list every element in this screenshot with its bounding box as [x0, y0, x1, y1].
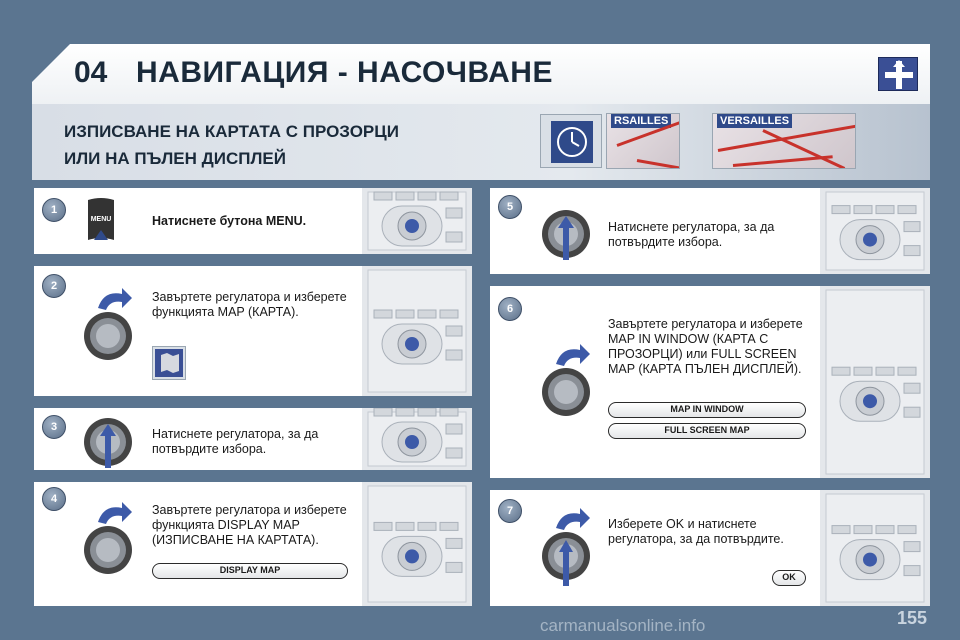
rotate-knob-icon	[82, 286, 138, 367]
radio-panel-image	[362, 188, 472, 254]
radio-control-drawing	[362, 188, 472, 254]
radio-control-drawing	[362, 482, 472, 606]
press-knob-icon	[540, 206, 596, 267]
step-text-3: Натиснете регулатора, за да потвърдите избора.	[152, 427, 319, 456]
radio-panel-image	[820, 490, 930, 606]
step-number-2: 2	[42, 274, 66, 298]
radio-control-drawing	[820, 188, 930, 274]
page-number: 155	[897, 608, 928, 628]
step-number-1: 1	[42, 198, 66, 222]
rotate-press-knob-icon	[540, 506, 596, 593]
step-text-5: Натиснете регулатора, за да потвърдите избора.	[608, 220, 775, 249]
full-screen-map-option: FULL SCREEN MAP	[608, 423, 806, 439]
step-text-2: Завъртете регулатора и изберете функцията MAP (КАРТА).	[152, 290, 347, 319]
section-title-line1: ИЗПИСВАНЕ НА КАРТАТА С ПРОЗОРЦИ	[64, 122, 399, 141]
step-text-7: Изберете OK и натиснете регулатора, за да потвърдите.	[608, 517, 784, 546]
map-in-window-option: MAP IN WINDOW	[608, 402, 806, 418]
section-title-line2: ИЛИ НА ПЪЛЕН ДИСПЛЕЙ	[64, 149, 286, 168]
radio-panel-image	[362, 266, 472, 396]
clock-thumbnail	[540, 114, 602, 168]
map-function-icon	[152, 346, 186, 380]
menu-button-icon	[86, 196, 116, 246]
radio-panel-image	[820, 286, 930, 478]
radio-control-drawing	[820, 286, 930, 478]
map-window-thumbnail	[606, 113, 680, 169]
ok-option: OK	[772, 570, 806, 586]
radio-panel-image	[362, 482, 472, 606]
step-text-6: Завъртете регулатора и изберете MAP IN WINDOW (КАРТА С ПРОЗОРЦИ) или FULL SCREEN MAP (КАРТА ПЪЛЕН ДИСПЛЕЙ).	[608, 317, 803, 376]
step-text-1: Натиснете бутона MENU.	[152, 214, 307, 228]
chapter-title: НАВИГАЦИЯ - НАСОЧВАНЕ	[136, 56, 553, 89]
map-label: RSAILLES	[611, 114, 671, 128]
step-number-3: 3	[42, 415, 66, 439]
full-screen-map-thumbnail	[712, 113, 856, 169]
rotate-knob-icon	[82, 500, 138, 581]
radio-control-drawing	[362, 408, 472, 470]
step-text-4: Завъртете регулатора и изберете функцията DISPLAY MAP (ИЗПИСВАНЕ НА КАРТАТА).	[152, 503, 347, 547]
chapter-number: 04	[74, 56, 108, 89]
step-number-5: 5	[498, 195, 522, 219]
press-knob-icon	[82, 414, 138, 475]
map-label: VERSAILLES	[717, 114, 792, 128]
radio-panel-image	[820, 188, 930, 274]
watermark: carmanualsonline.info	[540, 616, 706, 635]
radio-control-drawing	[362, 266, 472, 396]
step-number-6: 6	[498, 297, 522, 321]
menu-button-label: MENU	[90, 216, 112, 223]
radio-panel-image	[362, 408, 472, 470]
step-number-4: 4	[42, 487, 66, 511]
radio-control-drawing	[820, 490, 930, 606]
display-map-option: DISPLAY MAP	[152, 563, 348, 579]
step-number-7: 7	[498, 499, 522, 523]
section-title	[64, 118, 399, 172]
navigation-icon	[878, 57, 918, 91]
rotate-knob-icon	[540, 342, 596, 423]
